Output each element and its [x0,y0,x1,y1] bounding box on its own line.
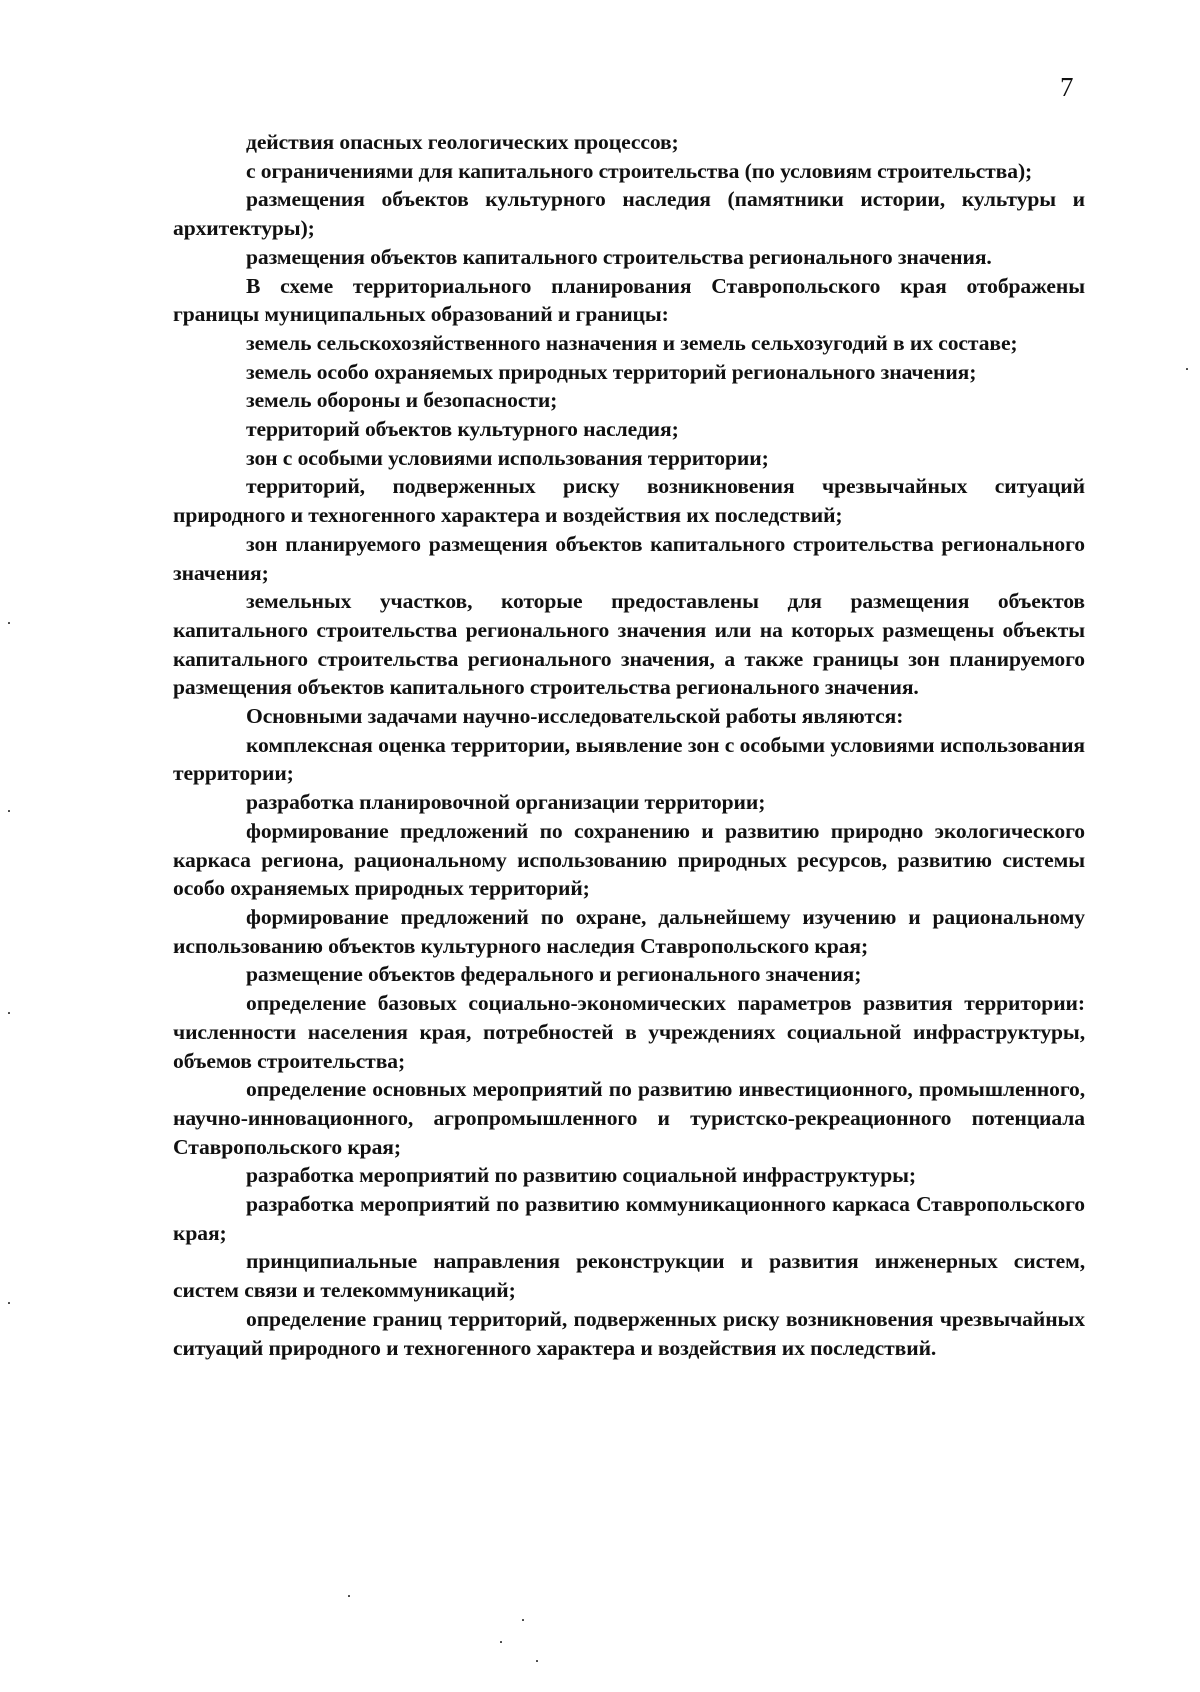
scan-speck [536,1660,538,1662]
paragraph: В схеме территориального планирования Ставропольского края отображены границы муниципальных образований и границы: [173,273,1085,327]
paragraph: принципиальные направления реконструкции и развития инженерных систем, систем связи и телекоммуникаций; [173,1249,1085,1303]
scan-speck [522,1619,524,1621]
scan-speck [8,1302,10,1304]
paragraph: с ограничениями для капитального строительства (по условиям строительства); [246,158,1033,183]
scan-speck [8,622,10,624]
scan-speck [348,1595,350,1597]
paragraph: территорий объектов культурного наследия; [246,417,679,442]
paragraph: разработка планировочной организации территории; [246,790,766,815]
paragraph: комплексная оценка территории, выявление зон с особыми условиями использования территории; [173,732,1085,786]
scan-speck [8,810,10,812]
paragraph: земельных участков, которые предоставлены для размещения объектов капитального строительства регионального значения или на которых размещены объекты капитального строительства регионального значения, а также границы зон планируемого размещения объектов капитального строительства регионального значения. [173,589,1085,700]
paragraph: зон планируемого размещения объектов капитального строительства регионального значения; [173,531,1085,585]
paragraph: разработка мероприятий по развитию социальной инфраструктуры; [246,1163,916,1188]
paragraph: земель особо охраняемых природных территорий регионального значения; [246,359,977,384]
paragraph: определение основных мероприятий по развитию инвестиционного, промышленного, научно-инновационного, агропромышленного и туристско-рекреационного потенциала Ставропольского края; [173,1077,1085,1159]
paragraph: Основными задачами научно-исследовательской работы являются: [246,704,904,729]
paragraph: разработка мероприятий по развитию коммуникационного каркаса Ставропольского края; [173,1192,1085,1245]
page-number: 7 [1060,72,1074,102]
paragraph: зон с особыми условиями использования территории; [246,445,769,470]
scan-speck [1186,368,1188,370]
scan-speck [8,1012,10,1014]
paragraph: определение границ территорий, подверженных риску возникновения чрезвычайных ситуаций природного и техногенного характера и воздействия их последствий. [173,1306,1085,1360]
paragraph: размещение объектов федерального и регионального значения; [246,962,862,987]
paragraph: земель сельскохозяйственного назначения и земель сельхозугодий в их составе; [246,330,1018,355]
paragraph: земель обороны и безопасности; [246,388,558,413]
paragraph: действия опасных геологических процессов; [246,130,679,154]
paragraph: формирование предложений по сохранению и развитию природно экологического каркаса региона, рациональному использованию природных ресурсов, развитию системы особо охраняемых природных территорий; [173,818,1085,901]
paragraph: территорий, подверженных риску возникновения чрезвычайных ситуаций природного и техногенного характера и воздействия их последствий; [173,474,1085,528]
paragraph: размещения объектов капитального строительства регионального значения. [246,244,992,269]
document-body [173,128,1085,1362]
paragraph: формирование предложений по охране, дальнейшему изучению и рациональному использованию объектов культурного наследия Ставропольского края; [173,904,1085,958]
scan-speck [500,1641,502,1643]
paragraph: определение базовых социально-экономических параметров развития территории: численности населения края, потребностей в учреждениях социальной инфраструктуры, объемов строительства; [173,991,1085,1073]
paragraph: размещения объектов культурного наследия (памятники истории, культуры и архитектуры); [173,187,1085,241]
